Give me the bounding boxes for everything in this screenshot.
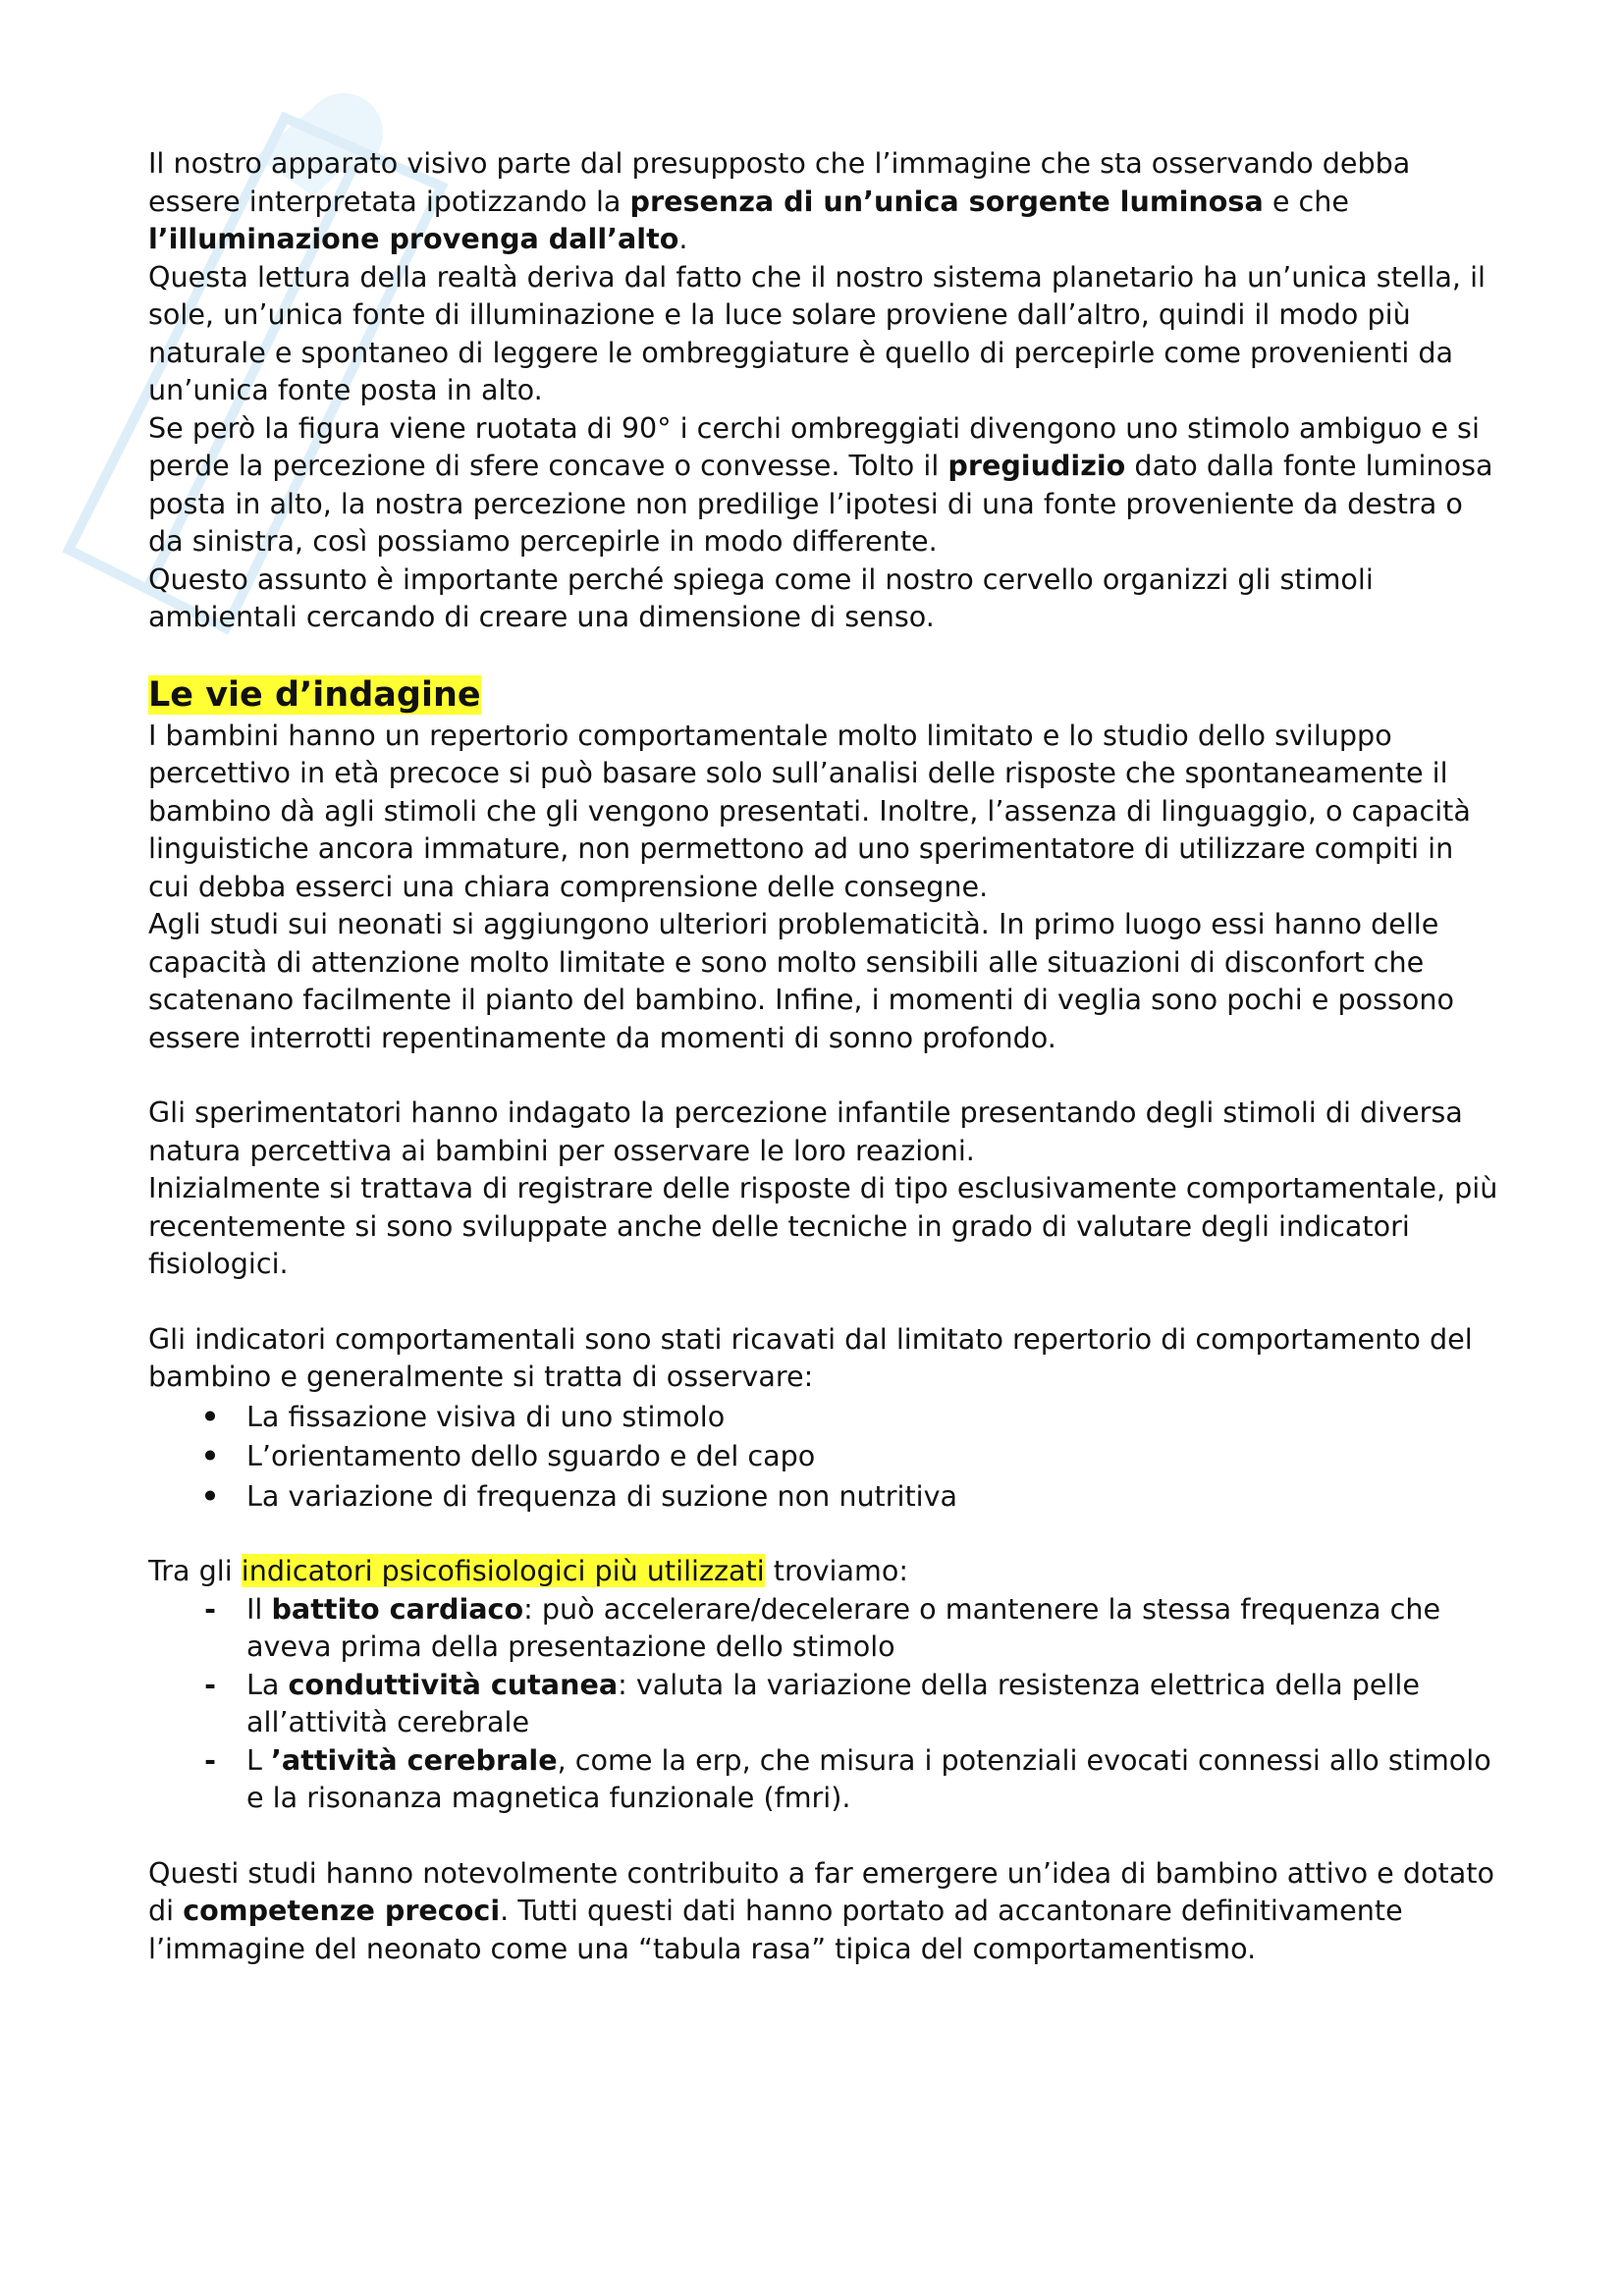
paragraph-light-source: Il nostro apparato visivo parte dal presupposto che l’immagine che sta osservando debba essere interpretata ipotizzando la presenza di un’unica sorgente luminosa e che l’illuminazione provenga dall’alto. xyxy=(148,146,1411,255)
list-item: • La variazione di frequenza di suzione non nutritiva xyxy=(148,1477,1503,1516)
list-item: - L ’attività cerebrale, come la erp, che misura i potenziali evocati connessi allo stimolo e la risonanza magnetica funzionale (fmri). xyxy=(148,1741,1503,1817)
paragraph-brain-organization: Questo assunto è importante perché spiega come il nostro cervello organizzi gli stimoli ambientali cercando di creare una dimensione di senso. xyxy=(148,561,1374,633)
document-body xyxy=(148,144,1503,1967)
paragraph-psychophysiological-intro: Tra gli indicatori psicofisiologici più utilizzati troviamo: xyxy=(148,1554,908,1587)
bold-term: presenza di un’unica sorgente luminosa xyxy=(629,184,1264,218)
bullet-icon: • xyxy=(200,1478,220,1513)
bold-term: conduttività cutanea xyxy=(288,1667,619,1701)
paragraph-rotation: Se però la figura viene ruotata di 90° i cerchi ombreggiati divengono uno stimolo ambiguo e si perde la percezione di sfere concave o convesse. Tolto il pregiudizio dato dalla fonte luminosa posta in alto, la nostra percezione non predilige l’ipotesi di una fonte proveniente da destra o da sinistra, così possiamo percepirle in modo differente. xyxy=(148,410,1493,558)
paragraph-physiological: Inizialmente si trattava di registrare delle risposte di tipo esclusivamente comportamentale, più recentemente si sono sviluppate anche delle tecniche in grado di valutare degli indicatori fisiologici. xyxy=(148,1171,1498,1280)
bullet-icon: • xyxy=(200,1439,220,1472)
dash-icon: - xyxy=(204,1742,216,1777)
list-item: - Il battito cardiaco: può accelerare/decelerare o mantenere la stessa frequenza che aveva prima della presentazione dello stimolo xyxy=(148,1590,1503,1666)
bold-term: l’illuminazione provenga dall’alto xyxy=(148,222,679,255)
bold-term: pregiudizio xyxy=(947,449,1126,482)
list-item: - La conduttività cutanea: valuta la variazione della resistenza elettrica della pelle all’attività cerebrale xyxy=(148,1666,1503,1741)
paragraph-repertoire: I bambini hanno un repertorio comportamentale molto limitato e lo studio dello sviluppo percettivo in età precoce si può basare solo sull’analisi delle risposte che spontaneamente il bambino dà agli stimoli che gli vengono presentati. Inoltre, l’assenza di linguaggio, o capacità linguistiche ancora immature, non permettono ad uno sperimentatore di utilizzare compiti in cui debba esserci una chiara comprensione delle consegne. xyxy=(148,718,1471,903)
paragraph-planetary-system: Questa lettura della realtà deriva dal fatto che il nostro sistema planetario ha un’unica stella, il sole, un’unica fonte di illuminazione e la luce solare proviene dall’altro, quindi il modo più naturale e spontaneo di leggere le ombreggiature è quello di percepirle come provenienti da un’unica fonte posta in alto. xyxy=(148,259,1486,406)
paragraph-experimenters: Gli sperimentatori hanno indagato la percezione infantile presentando degli stimoli di diversa natura percettiva ai bambini per osservare le loro reazioni. xyxy=(148,1095,1463,1167)
highlighted-phrase: indicatori psicofisiologici più utilizzati xyxy=(241,1554,765,1587)
section-heading xyxy=(148,673,1503,717)
bold-term: ’attività cerebrale xyxy=(271,1742,558,1777)
list-item: • L’orientamento dello sguardo e del capo xyxy=(148,1437,1503,1475)
paragraph-conclusion: Questi studi hanno notevolmente contribuito a far emergere un’idea di bambino attivo e dotato di competenze precoci. Tutti questi dati hanno portato ad accantonare definitivamente l’immagine del neonato come una “tabula rasa” tipica del comportamentismo. xyxy=(148,1855,1494,1965)
dash-icon: - xyxy=(204,1591,216,1626)
dash-icon: - xyxy=(204,1667,216,1701)
bullet-icon: • xyxy=(200,1399,220,1433)
psychophysiological-indicators-list xyxy=(148,1590,1503,1817)
bold-term: competenze precoci xyxy=(183,1894,501,1927)
bold-term: battito cardiaco xyxy=(271,1591,524,1626)
behavioral-indicators-list xyxy=(148,1398,1503,1516)
highlighted-heading: Le vie d’indagine xyxy=(148,674,481,715)
list-item: • La fissazione visiva di uno stimolo xyxy=(148,1398,1503,1436)
paragraph-newborn-problems: Agli studi sui neonati si aggiungono ulteriori problematicità. In primo luogo essi hanno delle capacità di attenzione molto limitate e sono molto sensibili alle situazioni di disconfort che scatenano facilmente il pianto del bambino. Infine, i momenti di veglia sono pochi e possono essere interrotti repentinamente da momenti di sonno profondo. xyxy=(148,907,1455,1054)
paragraph-behavioral-indicators: Gli indicatori comportamentali sono stati ricavati dal limitato repertorio di comportamento del bambino e generalmente si tratta di osservare: xyxy=(148,1321,1473,1393)
